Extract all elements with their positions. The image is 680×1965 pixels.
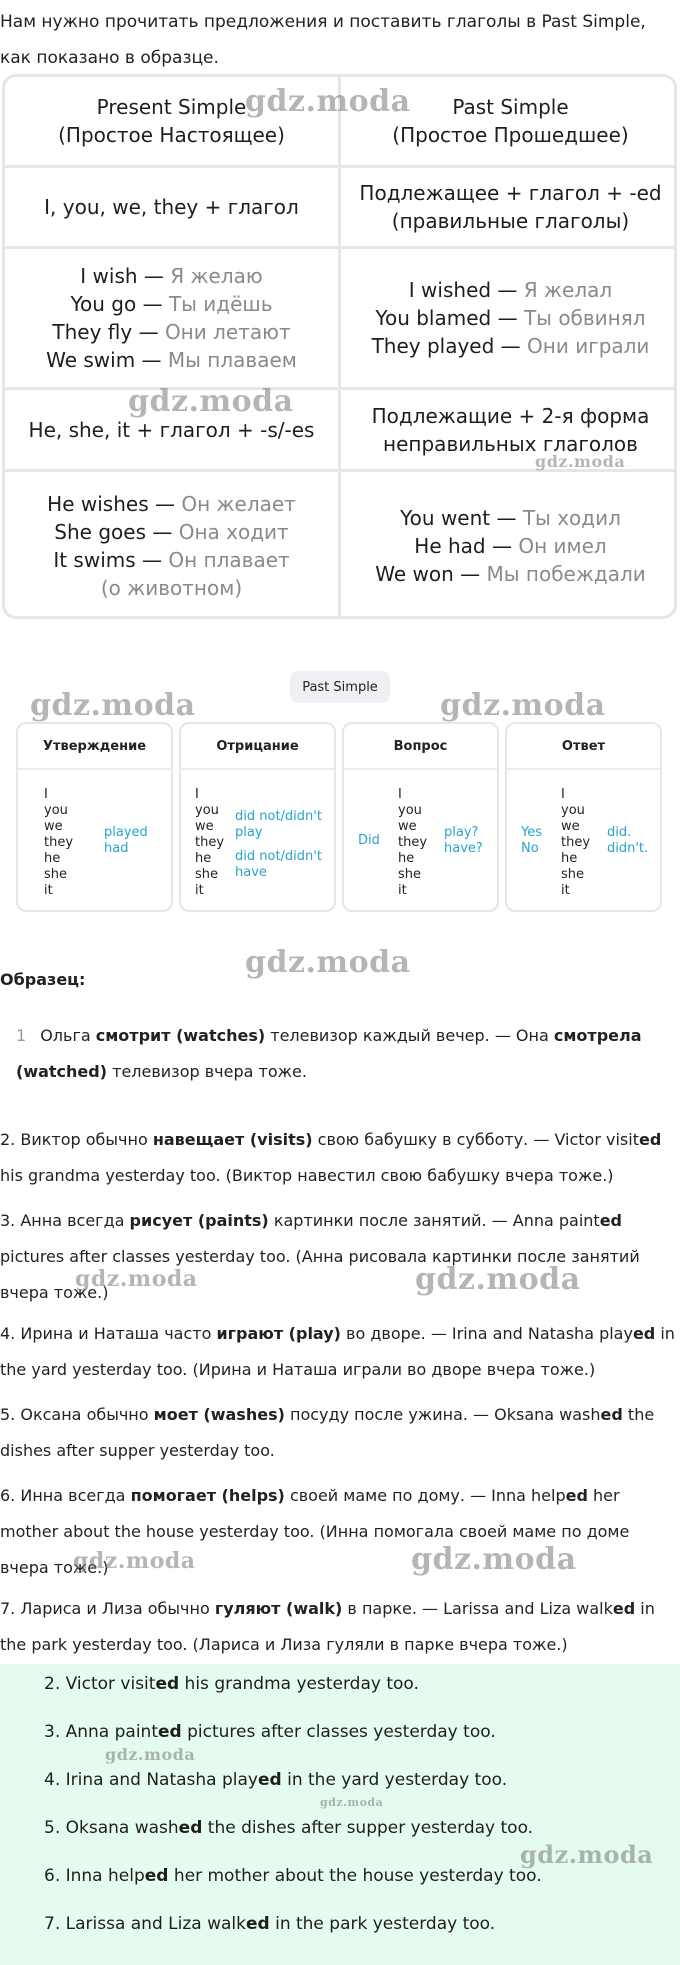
- pronoun-list: [398, 787, 427, 899]
- text-segment: 4. Irina and Natasha play: [44, 1770, 258, 1790]
- text-segment: 4. Ирина и Наташа часто: [0, 1324, 217, 1343]
- grammar-line: [414, 532, 606, 560]
- grammar-line: [70, 290, 272, 318]
- pronoun: it: [398, 883, 407, 898]
- watermark: gdz.moda: [415, 1262, 581, 1297]
- pronoun: they: [561, 835, 591, 850]
- watermark: gdz.moda: [440, 688, 606, 723]
- pronoun: she: [398, 867, 422, 882]
- bold-text: ed: [599, 1211, 623, 1230]
- verb-form: did.: [607, 825, 632, 840]
- bold-text: помогает (helps): [130, 1486, 285, 1505]
- verb-form: didn't.: [607, 841, 649, 856]
- bold-text: смотрит (watches): [95, 1026, 266, 1045]
- text-segment: 6. Инна всегда: [0, 1486, 131, 1505]
- card-answer: [505, 722, 662, 912]
- grammar-line: [372, 402, 650, 430]
- grammar-cell-left: [5, 472, 341, 619]
- text-segment: своей маме по дому. — Inna help: [284, 1486, 566, 1505]
- text-segment: во дворе. — Irina and Natasha play: [340, 1324, 633, 1343]
- text-segment: в парке. — Larissa and Liza walk: [342, 1599, 613, 1618]
- text-segment: 3. Anna paint: [44, 1722, 158, 1742]
- bold-text: ed: [612, 1599, 636, 1618]
- past-simple-cards: [16, 722, 664, 912]
- text-segment: 2. Виктор обычно: [0, 1130, 153, 1149]
- english-form: She goes —: [54, 519, 179, 544]
- pronoun: we: [561, 819, 580, 834]
- card-title: Вопрос: [344, 724, 497, 770]
- bold-text: ed: [632, 1324, 656, 1343]
- pronoun: he: [195, 851, 212, 866]
- english-form: They played —: [371, 334, 528, 358]
- russian-translation: Она ходит: [178, 519, 289, 544]
- english-form: (Простое Настоящее): [58, 123, 285, 147]
- pronoun: you: [44, 803, 68, 818]
- grammar-line: [409, 276, 612, 304]
- grammar-line: [101, 574, 242, 602]
- grammar-line: [372, 332, 650, 360]
- grammar-line: [46, 346, 297, 374]
- answer-line: [44, 1866, 542, 1886]
- answer-line: [44, 1770, 507, 1790]
- grammar-line: [452, 93, 568, 121]
- text-segment: pictures after classes yesterday too. (Анна рисовала картинки после занятий вчера тоже.): [0, 1247, 640, 1302]
- pronoun: he: [44, 851, 61, 866]
- text-segment: his grandma yesterday too.: [179, 1674, 419, 1694]
- bold-text: рисует (paints): [129, 1211, 269, 1230]
- english-form: (Простое Прошедшее): [392, 123, 629, 147]
- pronoun-list: [561, 787, 590, 899]
- english-form: He had —: [414, 533, 519, 558]
- text-segment: her mother about the house yesterday too.: [168, 1866, 542, 1886]
- pronoun: I: [561, 787, 565, 802]
- pronoun-list: [195, 787, 224, 899]
- text-segment: the dishes after supper yesterday too.: [0, 1405, 655, 1460]
- verb-form: have?: [444, 841, 483, 856]
- bold-text: ed: [565, 1486, 588, 1505]
- answer-line: [44, 1674, 419, 1694]
- english-form: I, you, we, they + глагол: [44, 195, 299, 219]
- english-form: We swim —: [46, 348, 168, 372]
- russian-translation: Ты идёшь: [168, 292, 273, 316]
- grammar-line: [97, 93, 247, 121]
- verb-form: have: [235, 865, 267, 880]
- text-segment: 7. Larissa and Liza walk: [44, 1914, 246, 1934]
- exercise-item: [0, 1122, 676, 1194]
- grammar-line: [53, 546, 289, 574]
- intro-text: Нам нужно прочитать предложения и поставить глаголы в Past Simple, как показано в образце.: [0, 12, 646, 68]
- russian-translation: Ты ходил: [522, 505, 621, 530]
- watermark: gdz.moda: [520, 1840, 654, 1869]
- russian-translation: Я желал: [523, 278, 613, 302]
- watermark: gdz.moda: [411, 1542, 577, 1577]
- exercise-item: [0, 1316, 676, 1388]
- pronoun: you: [398, 803, 422, 818]
- text-segment: pictures after classes yesterday too.: [181, 1722, 496, 1742]
- english-form: He, she, it + глагол + -s/-es: [28, 417, 315, 442]
- english-form: Past Simple: [452, 95, 569, 119]
- english-form: You blamed —: [375, 306, 524, 330]
- russian-translation: (о животном): [100, 575, 243, 600]
- text-segment: 5. Oksana wash: [44, 1818, 179, 1838]
- watermark: gdz.moda: [105, 1745, 196, 1764]
- watermark: gdz.moda: [128, 384, 294, 419]
- card-title: Отрицание: [181, 724, 334, 770]
- grammar-cell-right: [344, 390, 677, 469]
- russian-translation: Ты обвинял: [523, 306, 646, 330]
- text-segment: Ольга: [40, 1026, 96, 1045]
- grammar-line: [47, 490, 296, 518]
- answer-yes: Yes: [521, 825, 542, 840]
- pronoun: you: [195, 803, 219, 818]
- text-segment: in the park yesterday too. (Лариса и Лиза гуляли в парке вчера тоже.): [0, 1599, 655, 1654]
- text-segment: in the park yesterday too.: [269, 1914, 496, 1934]
- english-form: I wish —: [80, 264, 171, 288]
- russian-translation: Он плавает: [168, 547, 290, 572]
- exercise-item: [0, 1591, 676, 1663]
- bold-text: гуляют (walk): [214, 1599, 343, 1618]
- english-form: It swims —: [53, 547, 169, 572]
- pronoun-list: [44, 787, 73, 899]
- text-segment: посуду после ужина. — Oksana wash: [284, 1405, 601, 1424]
- bold-text: ed: [245, 1914, 270, 1934]
- grammar-line: [400, 504, 621, 532]
- bold-text: ed: [178, 1818, 203, 1838]
- card-title: Ответ: [507, 724, 660, 770]
- grammar-cell-right: [344, 472, 677, 619]
- text-segment: телевизор каждый вечер. — Она: [265, 1026, 554, 1045]
- text-segment: his grandma yesterday too. (Виктор навестил свою бабушку вчера тоже.): [0, 1166, 614, 1185]
- english-form: Подлежащие + 2-я форма: [371, 403, 650, 428]
- bold-text: моет (washes): [153, 1405, 285, 1424]
- russian-translation: Они играли: [527, 334, 650, 358]
- grammar-line: [80, 262, 262, 290]
- russian-translation: Мы побеждали: [486, 561, 646, 586]
- exercise-item: [16, 1018, 676, 1090]
- watermark: gdz.moda: [30, 688, 196, 723]
- grammar-line: [375, 560, 646, 588]
- past-simple-badge: Past Simple: [290, 671, 390, 703]
- watermark: gdz.moda: [75, 1266, 198, 1292]
- card-question: [342, 722, 499, 912]
- text-segment: in the yard yesterday too.: [281, 1770, 508, 1790]
- grammar-cell-right: [344, 168, 677, 246]
- verb-form: did not/didn't: [235, 849, 322, 864]
- russian-translation: Мы плаваем: [167, 348, 297, 372]
- bold-text: ed: [144, 1866, 169, 1886]
- aux-did: Did: [358, 833, 380, 848]
- english-form: You went —: [400, 505, 523, 530]
- pronoun: they: [195, 835, 225, 850]
- verb-form: played: [104, 825, 148, 840]
- pronoun: it: [561, 883, 570, 898]
- text-segment: 3. Анна всегда: [0, 1211, 130, 1230]
- grammar-table: [2, 74, 677, 619]
- exercise-item: [0, 1397, 676, 1469]
- bold-text: ed: [158, 1722, 182, 1742]
- pronoun: he: [398, 851, 415, 866]
- card-title: Утверждение: [18, 724, 171, 770]
- bold-text: ed: [258, 1770, 282, 1790]
- english-form: неправильных глаголов: [383, 431, 638, 456]
- grammar-cell-left: [5, 249, 341, 387]
- grammar-line: [44, 193, 299, 221]
- pronoun: it: [195, 883, 204, 898]
- pronoun: you: [561, 803, 585, 818]
- grammar-row: [5, 168, 674, 249]
- exercise-number: 1: [16, 1026, 27, 1045]
- bold-text: ed: [600, 1405, 623, 1424]
- russian-translation: Я желаю: [170, 264, 263, 288]
- grammar-line: [392, 207, 629, 235]
- pronoun: he: [561, 851, 578, 866]
- watermark: gdz.moda: [73, 1548, 196, 1574]
- pronoun: she: [44, 867, 68, 882]
- grammar-row: [5, 249, 674, 390]
- bold-text: смотрела: [553, 1026, 642, 1045]
- pronoun: she: [195, 867, 219, 882]
- pronoun: we: [44, 819, 63, 834]
- watermark: gdz.moda: [320, 1796, 384, 1809]
- watermark: gdz.moda: [245, 945, 411, 980]
- grammar-line: [54, 518, 288, 546]
- text-segment: her mother about the house yesterday too. (Инна помогала своей маме по доме вчера тоже.): [0, 1486, 630, 1577]
- grammar-cell-left: [5, 168, 341, 246]
- answer-line: [44, 1818, 533, 1838]
- pronoun: they: [398, 835, 428, 850]
- text-segment: the dishes after supper yesterday too.: [202, 1818, 534, 1838]
- grammar-line: [58, 121, 285, 149]
- russian-translation: Они летают: [164, 320, 291, 344]
- pronoun: we: [398, 819, 417, 834]
- verb-form: play: [235, 825, 263, 840]
- text-segment: 6. Inna help: [44, 1866, 145, 1886]
- english-form: He wishes —: [47, 491, 182, 516]
- pronoun: it: [44, 883, 53, 898]
- text-segment: 7. Лариса и Лиза обычно: [0, 1599, 215, 1618]
- english-form: You go —: [70, 292, 169, 316]
- text-segment: свою бабушку в субботу. — Victor visit: [312, 1130, 639, 1149]
- text-segment: in the yard yesterday too. (Ирина и Наташа играли во дворе вчера тоже.): [0, 1324, 675, 1379]
- pronoun: I: [398, 787, 402, 802]
- text-segment: картинки после занятий. — Anna paint: [268, 1211, 600, 1230]
- card-negative: [179, 722, 336, 912]
- text-segment: телевизор вчера тоже.: [107, 1062, 307, 1081]
- russian-translation: Он имел: [518, 533, 607, 558]
- bold-text: ed: [638, 1130, 662, 1149]
- answer-line: [44, 1914, 495, 1934]
- verb-form: did not/didn't: [235, 809, 322, 824]
- grammar-line: [29, 416, 315, 444]
- watermark: gdz.moda: [245, 84, 411, 119]
- answers-block: [0, 1664, 680, 1965]
- answer-line: [44, 1722, 496, 1742]
- english-form: We won —: [375, 561, 487, 586]
- answer-no: No: [521, 841, 539, 856]
- text-segment: 2. Victor visit: [44, 1674, 156, 1694]
- verb-form: play?: [444, 825, 479, 840]
- russian-translation: Он желает: [181, 491, 296, 516]
- bold-text: навещает (visits): [152, 1130, 313, 1149]
- pronoun: she: [561, 867, 585, 882]
- bold-text: (watched): [16, 1062, 108, 1081]
- card-affirmative: [16, 722, 173, 912]
- pronoun: I: [44, 787, 48, 802]
- pronoun: they: [44, 835, 74, 850]
- english-form: They fly —: [52, 320, 165, 344]
- bold-text: играют (play): [216, 1324, 341, 1343]
- grammar-line: [392, 121, 628, 149]
- pronoun: I: [195, 787, 199, 802]
- grammar-line: [52, 318, 290, 346]
- verb-form: had: [104, 841, 129, 856]
- english-form: (правильные глаголы): [391, 209, 630, 233]
- bold-text: ed: [155, 1674, 180, 1694]
- sample-label: Образец:: [0, 970, 86, 989]
- grammar-line: [375, 304, 645, 332]
- watermark: gdz.moda: [535, 452, 626, 471]
- english-form: I wished —: [408, 278, 524, 302]
- grammar-line: [359, 179, 661, 207]
- english-form: Подлежащее + глагол + -ed: [359, 181, 662, 205]
- pronoun: we: [195, 819, 214, 834]
- text-segment: 5. Оксана обычно: [0, 1405, 154, 1424]
- grammar-row: [5, 472, 674, 619]
- english-form: Present Simple: [96, 95, 247, 119]
- grammar-cell-right: [344, 249, 677, 387]
